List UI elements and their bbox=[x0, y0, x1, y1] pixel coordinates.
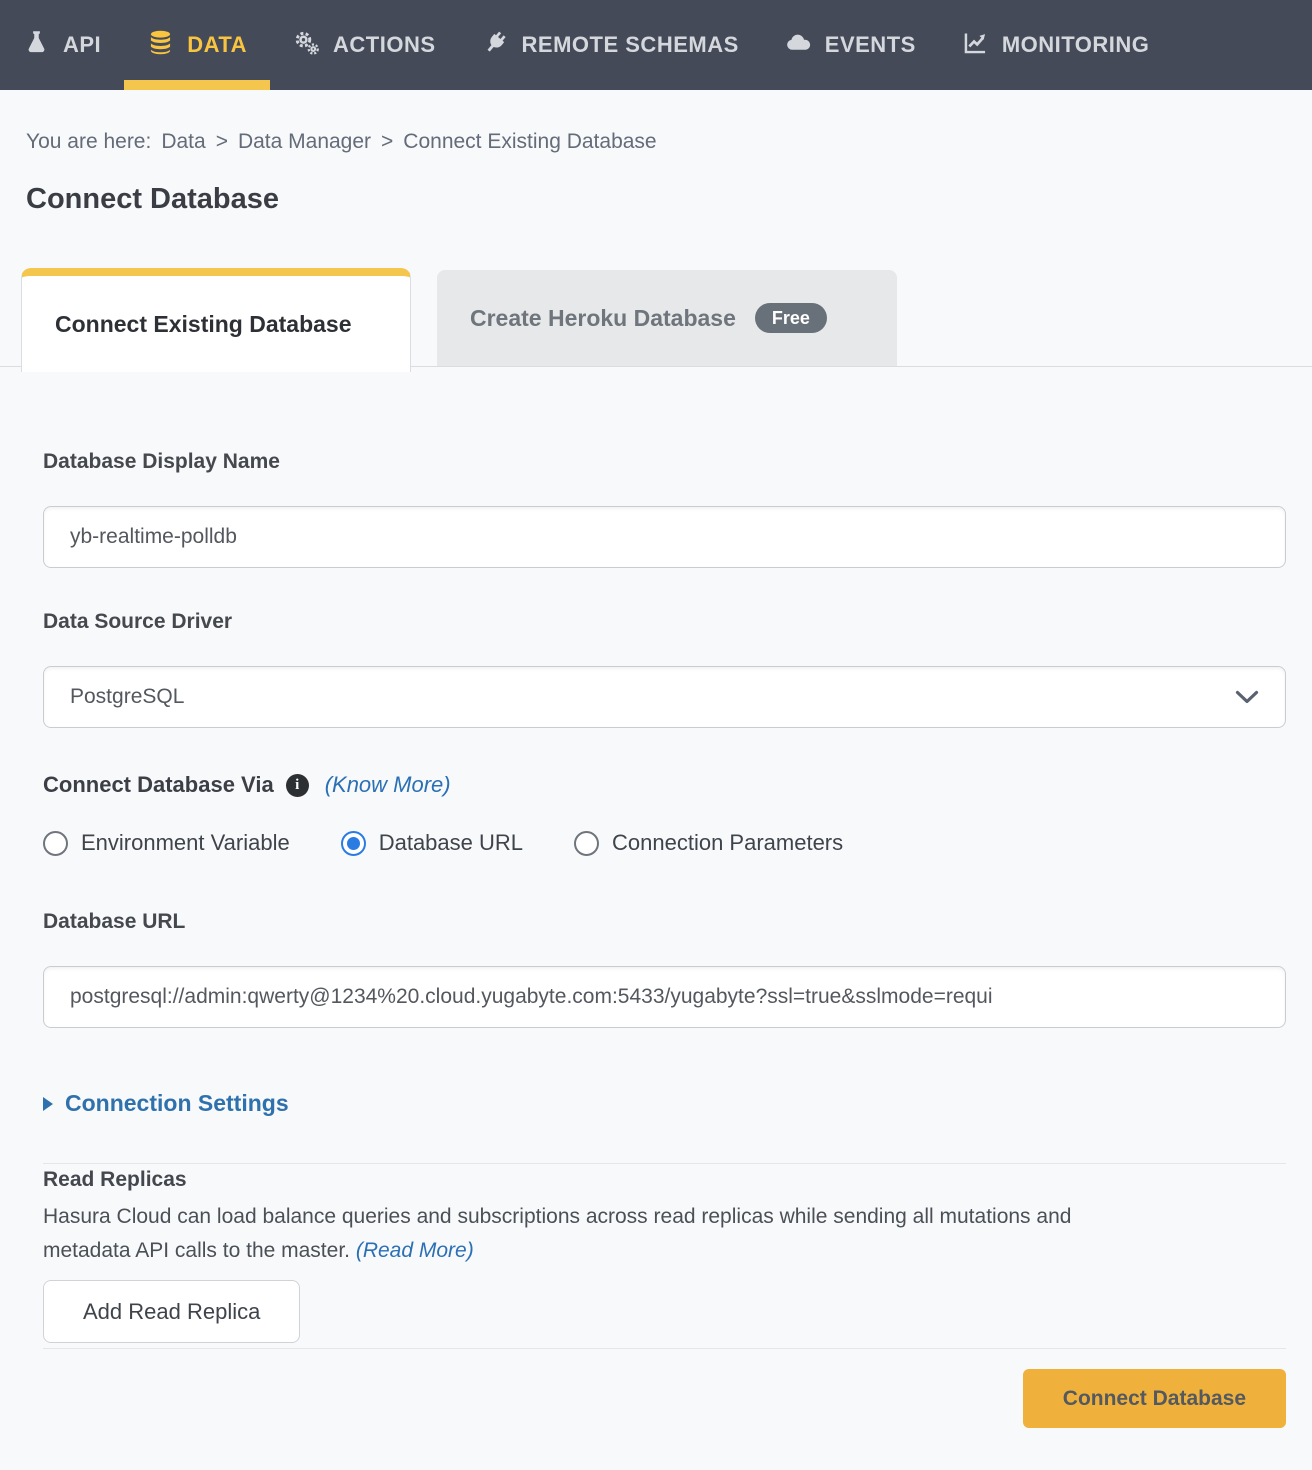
page-title: Connect Database bbox=[26, 183, 280, 215]
flask-icon bbox=[23, 29, 50, 62]
free-badge: Free bbox=[755, 303, 827, 333]
radio-database-url[interactable] bbox=[341, 830, 523, 856]
connection-settings-label: Connection Settings bbox=[65, 1090, 289, 1116]
nav-item-remote-schemas[interactable] bbox=[459, 0, 762, 90]
read-replicas-title: Read Replicas bbox=[43, 1168, 187, 1191]
breadcrumb-current: Connect Existing Database bbox=[403, 130, 657, 153]
main-content bbox=[0, 90, 1312, 1428]
radio-label: Environment Variable bbox=[81, 830, 290, 855]
display-name-label: Database Display Name bbox=[43, 450, 280, 473]
add-read-replica-button[interactable]: Add Read Replica bbox=[43, 1280, 300, 1343]
top-navbar bbox=[0, 0, 1312, 90]
breadcrumb-data[interactable]: Data bbox=[161, 130, 206, 153]
read-more-link[interactable]: (Read More) bbox=[355, 1239, 474, 1262]
gears-icon bbox=[293, 29, 320, 62]
radio-icon bbox=[43, 831, 68, 856]
breadcrumb bbox=[26, 130, 657, 154]
driver-select[interactable] bbox=[43, 666, 1286, 728]
collapse-triangle-icon bbox=[43, 1097, 53, 1111]
cloud-icon bbox=[785, 29, 812, 62]
driver-label: Data Source Driver bbox=[43, 610, 233, 633]
breadcrumb-prefix: You are here: bbox=[26, 130, 152, 153]
divider bbox=[43, 1348, 1286, 1349]
know-more-link[interactable]: (Know More) bbox=[324, 772, 451, 797]
nav-item-label: EVENTS bbox=[824, 32, 916, 57]
connect-via-row bbox=[43, 772, 451, 798]
radio-icon bbox=[574, 831, 599, 856]
breadcrumb-separator: > bbox=[381, 130, 394, 153]
tabs-bar bbox=[0, 268, 1312, 372]
connection-settings-toggle[interactable] bbox=[43, 1090, 289, 1117]
breadcrumb-data-manager[interactable]: Data Manager bbox=[237, 130, 372, 153]
radio-label: Connection Parameters bbox=[612, 830, 844, 855]
radio-label: Database URL bbox=[378, 830, 524, 855]
nav-item-data[interactable] bbox=[124, 0, 270, 90]
nav-item-label: API bbox=[63, 32, 102, 57]
read-replicas-description bbox=[43, 1200, 1073, 1268]
read-replicas-text: Hasura Cloud can load balance queries and subscriptions across read replicas while sending all mutations and metadata API calls to the master. bbox=[43, 1205, 1072, 1262]
driver-select-value: PostgreSQL bbox=[70, 685, 185, 708]
nav-item-monitoring[interactable] bbox=[939, 0, 1173, 90]
nav-item-api[interactable] bbox=[0, 0, 124, 90]
radio-environment-variable[interactable] bbox=[43, 830, 290, 856]
nav-item-label: ACTIONS bbox=[333, 32, 436, 57]
nav-item-label: REMOTE SCHEMAS bbox=[521, 32, 739, 57]
connect-via-label: Connect Database Via bbox=[43, 772, 274, 797]
tab-label: Create Heroku Database bbox=[470, 304, 736, 331]
plug-icon bbox=[482, 29, 509, 62]
nav-item-events[interactable] bbox=[762, 0, 939, 90]
chevron-down-icon bbox=[1235, 690, 1259, 705]
database-url-label: Database URL bbox=[43, 910, 186, 933]
nav-item-label: MONITORING bbox=[1001, 32, 1150, 57]
breadcrumb-separator: > bbox=[215, 130, 228, 153]
database-icon bbox=[147, 29, 174, 62]
tab-label: Connect Existing Database bbox=[55, 310, 352, 337]
chart-icon bbox=[962, 29, 989, 62]
nav-item-actions[interactable] bbox=[270, 0, 459, 90]
display-name-input[interactable] bbox=[43, 506, 1286, 568]
info-icon[interactable] bbox=[286, 774, 309, 797]
nav-item-label: DATA bbox=[187, 32, 248, 57]
tab-connect-existing-database[interactable] bbox=[21, 268, 411, 372]
database-url-input[interactable] bbox=[43, 966, 1286, 1028]
connect-via-options bbox=[43, 830, 843, 856]
radio-connection-parameters[interactable] bbox=[574, 830, 843, 856]
connect-database-button[interactable]: Connect Database bbox=[1023, 1369, 1286, 1428]
tab-create-heroku-database[interactable] bbox=[437, 270, 897, 366]
divider bbox=[43, 1163, 1286, 1164]
radio-icon bbox=[341, 831, 366, 856]
